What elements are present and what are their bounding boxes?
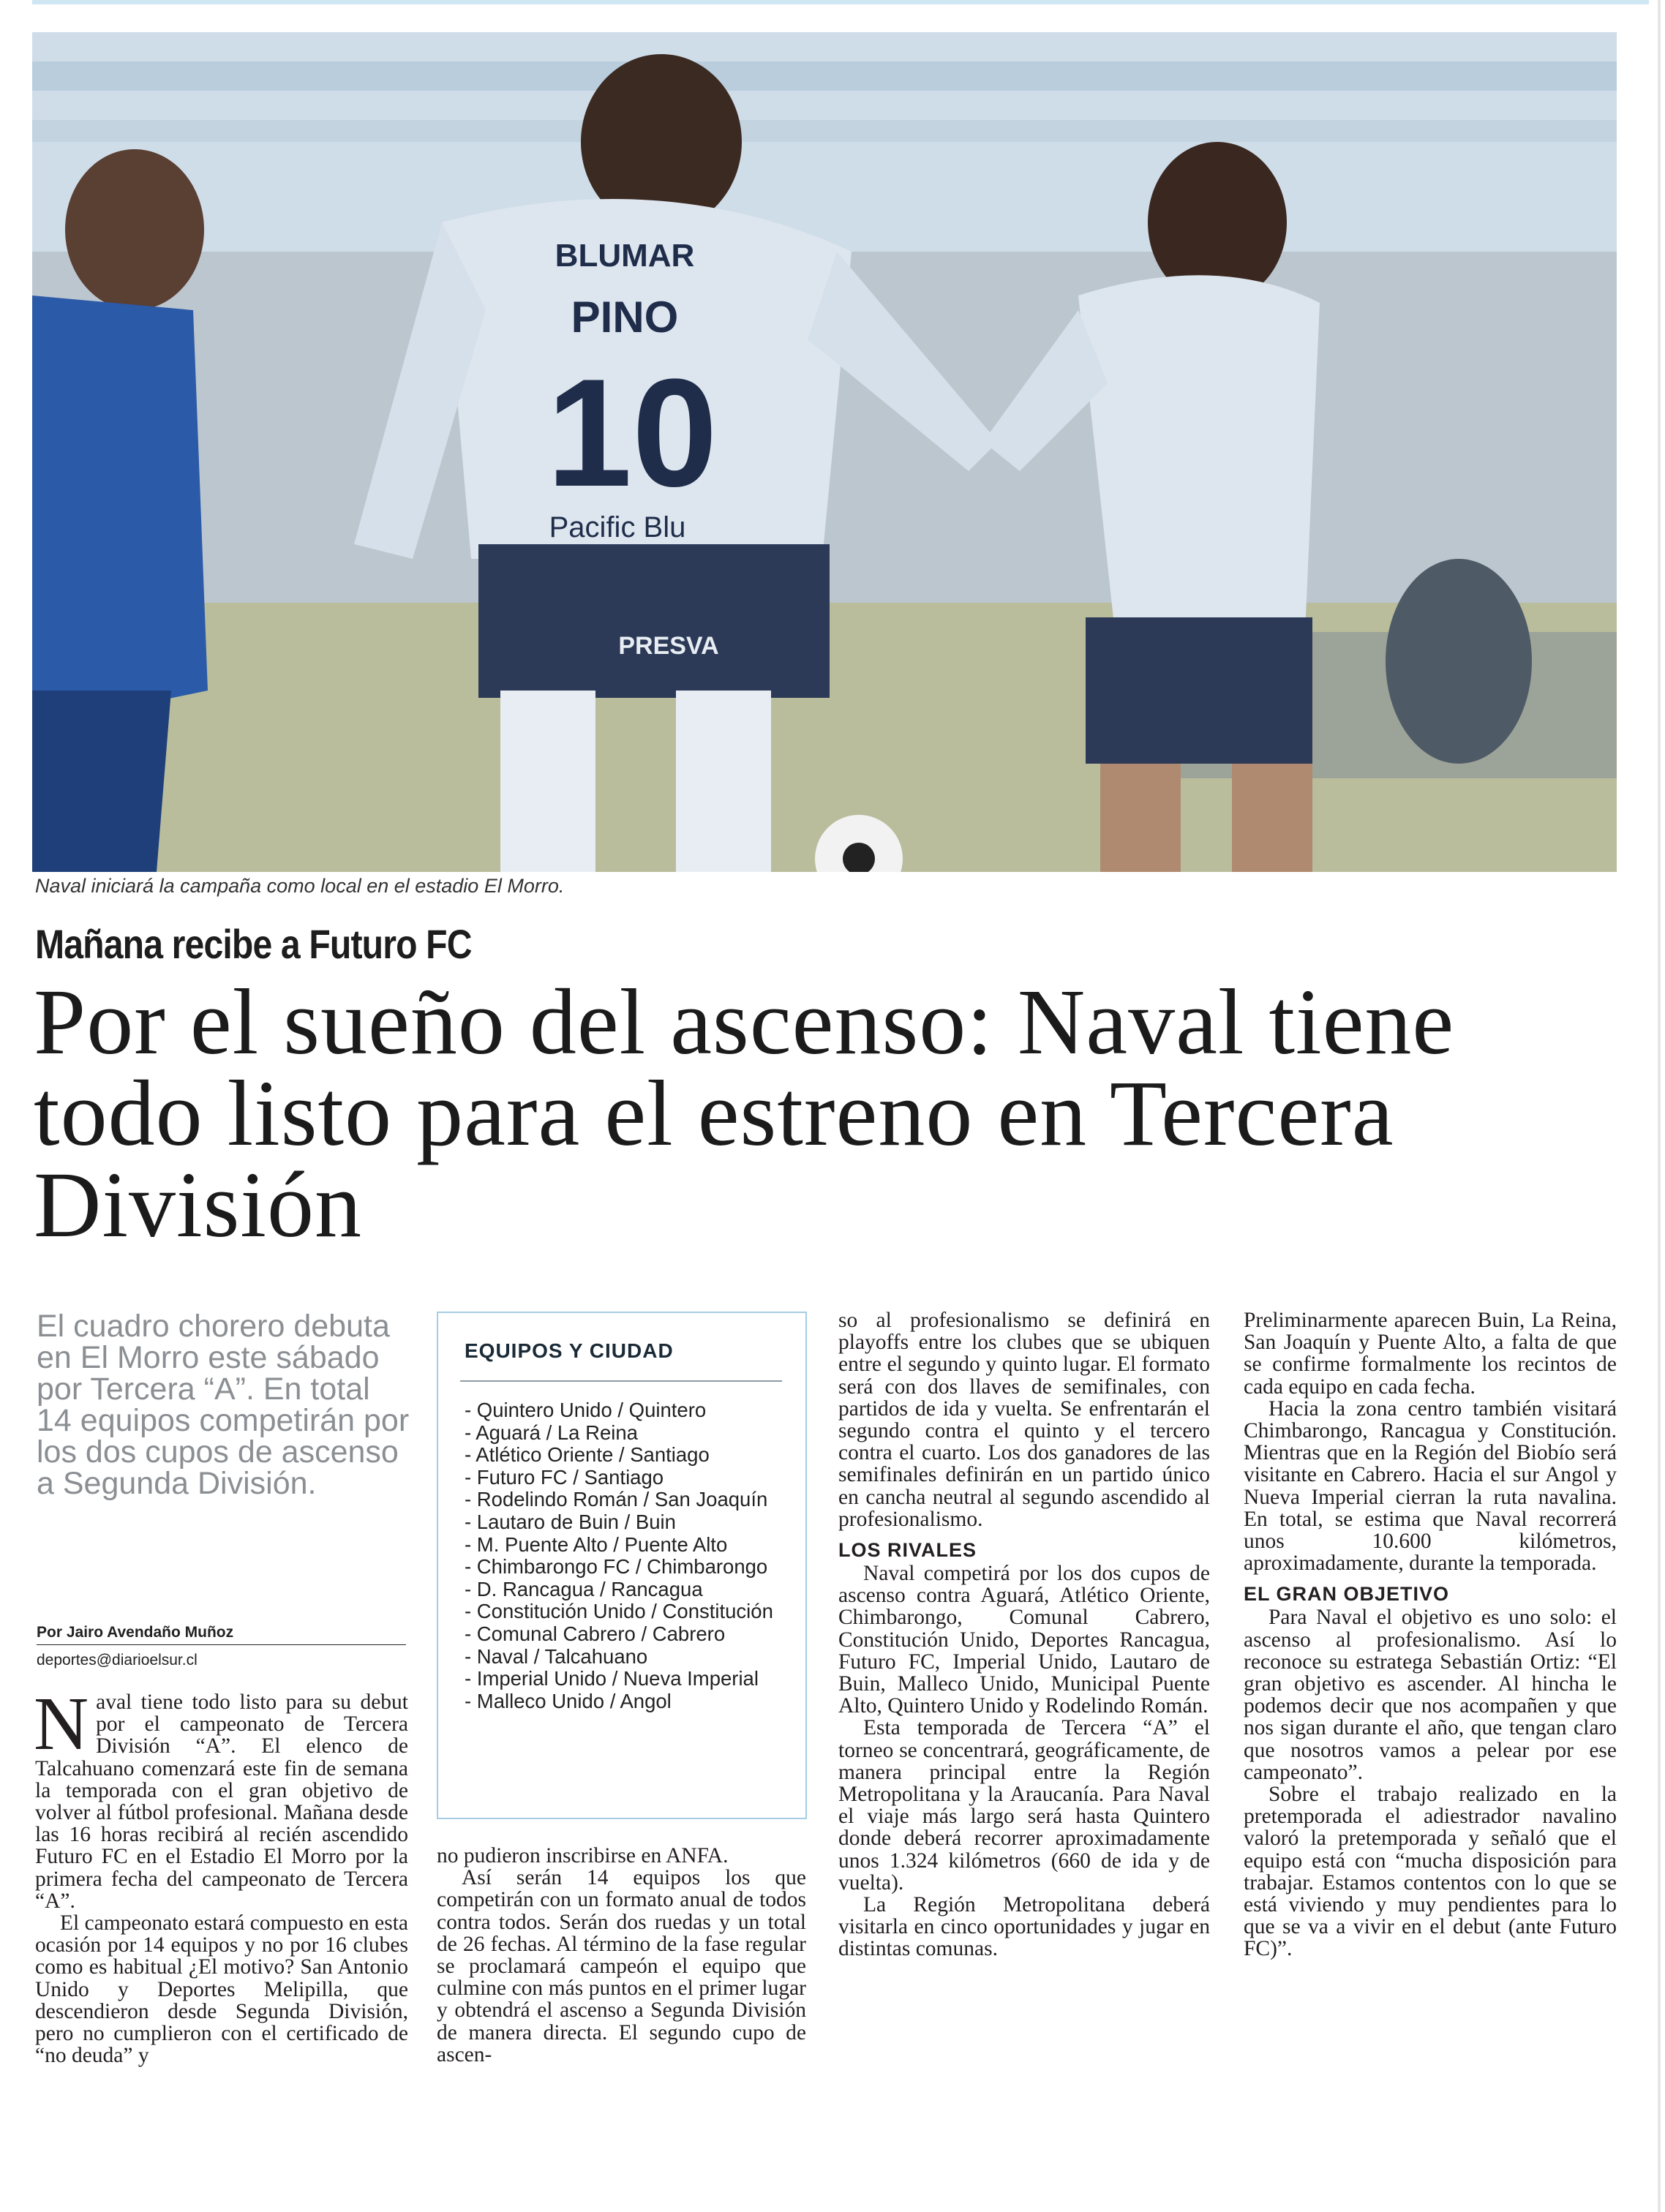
subheading-rivales: LOS RIVALES	[838, 1539, 977, 1562]
football-players-illustration	[32, 32, 1617, 872]
drop-cap: N	[34, 1682, 89, 1766]
body-column-2	[437, 1845, 806, 2066]
team-item: - M. Puente Alto / Puente Alto	[465, 1532, 728, 1556]
team-item: - Comunal Cabrero / Cabrero	[465, 1622, 726, 1645]
team-item: - Chimbarongo FC / Chimbarongo	[465, 1555, 768, 1579]
team-item: - Atlético Oriente / Santiago	[465, 1443, 710, 1467]
svg-text:10: 10	[546, 347, 718, 519]
svg-text:Pacific Blu: Pacific Blu	[549, 511, 686, 543]
team-item: - D. Rancagua / Rancagua	[465, 1577, 703, 1600]
deck: El cuadro chorero debuta en El Morro este sábado por Tercera “A”. En total 14 equipos competirán por los dos cupos de ascenso a Segunda División.	[37, 1309, 410, 1501]
team-item: - Quintero Unido / Quintero	[465, 1399, 707, 1421]
top-rule	[32, 0, 1649, 4]
team-item: - Lautaro de Buin / Buin	[465, 1510, 676, 1533]
team-item: - Malleco Unido / Angol	[465, 1689, 672, 1712]
article-photo	[32, 32, 1617, 872]
body-paragraph: Naval competirá por los dos cupos de ascenso contra Aguará, Atlético Oriente, Chimbarongo, Comunal Cabrero, Constitución Unido, Deportes Rancagua, Futuro FC, Imperial Unido, Lautaro de Buin, Malleco Unido, Municipal Puente Alto, Quintero Unido y Rodelindo Román.	[838, 1562, 1210, 1718]
body-paragraph: Preliminarmente aparecen Buin, La Reina, San Joaquín y Puente Alto, a falta de que se confirme formalmente los recintos de cada equipo en cada fecha.	[1244, 1309, 1617, 1399]
body-paragraph: Para Naval el objetivo es uno solo: el ascenso al profesionalismo. Así lo reconoce su estratega Sebastián Ortiz: “El gran objetivo es ascender. Al hincha le podemos decir que nos acompañen y que nos sigan durante el año, que tengan claro que nosotros vamos a pelear por ese campeonato”.	[1244, 1606, 1617, 1784]
author-email[interactable]: deportes@diarioelsur.cl	[37, 1652, 198, 1669]
svg-text:PINO: PINO	[571, 293, 679, 342]
body-paragraph: El campeonato estará compuesto en esta ocasión por 14 equipos y no por 16 clubes como es habitual ¿El motivo? San Antonio Unido y Deportes Melipilla, que descendieron desde Segunda División, pero no cumplieron con el certificado de “no deuda” y	[35, 1911, 408, 2068]
box-divider	[460, 1380, 782, 1382]
subheading-objetivo: EL GRAN OBJETIVO	[1244, 1583, 1450, 1606]
body-paragraph: so al profesionalismo se definirá en playoffs entre los clubes que se ubiquen entre el segundo y quinto lugar. El formato será con dos llaves de semifinales, con partidos de ida y vuelta. Se enfrentarán el segundo contra el quinto y el tercero contra el cuarto. Los dos ganadores de las semifinales definirán en un partido único en cancha neutral al segundo ascendido al profesionalismo.	[838, 1309, 1210, 1531]
team-item: - Naval / Talcahuano	[465, 1644, 648, 1668]
body-paragraph: Naval tiene todo listo para su debut por el campeonato de Tercera División “A”. El elenco de Talcahuano comenzará este fin de semana la temporada con el gran objetivo de volver al fútbol profesional. Mañana desde las 16 horas recibirá al recién ascendido Futuro FC en el Estadio El Morro por la primera fecha del campeonato de Tercera “A”.	[34, 1682, 408, 1913]
svg-text:BLUMAR: BLUMAR	[555, 238, 695, 274]
team-item: - Imperial Unido / Nueva Imperial	[465, 1667, 759, 1690]
byline: Por Jairo Avendaño Muñoz	[37, 1624, 406, 1645]
body-paragraph: no pudieron inscribirse en ANFA.	[437, 1844, 729, 1867]
body-column-3	[838, 1309, 1210, 1960]
team-item: - Constitución Unido / Constitución	[465, 1600, 773, 1623]
team-item: - Aguará / La Reina	[465, 1421, 638, 1444]
body-paragraph: Esta temporada de Tercera “A” el torneo se concentrará, geográficamente, de manera principal entre la Región Metropolitana y la Araucanía. Para Naval el viaje más largo será hasta Quintero donde deberá recorrer aproximadamente unos 1.324 kilómetros (660 de ida y de vuelta).	[838, 1716, 1210, 1895]
body-paragraph: Hacia la zona centro también visitará Chimbarongo, Rancagua y Constitución. Mientras que en la Región del Biobío será visitante en Cabrero. Hacia el sur Angol y Nueva Imperial cierran la ruta navalina. En total, se estima que Naval recorrerá unos 10.600 kilómetros, aproximadamente, durante la temporada.	[1244, 1396, 1617, 1576]
teams-sidebar-box	[437, 1312, 807, 1819]
body-paragraph: La Región Metropolitana deberá visitarla en cinco oportunidades y jugar en distintas comunas.	[838, 1893, 1210, 1961]
photo-caption: Naval iniciará la campaña como local en el estadio El Morro.	[35, 875, 565, 897]
body-column-4	[1244, 1309, 1617, 1960]
kicker: Mañana recibe a Futuro FC	[35, 921, 472, 967]
headline: Por el sueño del ascenso: Naval tiene todo listo para el estreno en Tercera División	[34, 970, 1455, 1257]
body-paragraph: Sobre el trabajo realizado en la pretemporada el adiestrador navalino valoró la pretemporada y señaló que el equipo está con “mucha disposición para trabajar. Estamos contentos con lo que se está viviendo y muy pendientes para lo que se va a vivir en el debut (ante Futuro FC)”.	[1244, 1783, 1617, 1961]
teams-list	[465, 1399, 781, 1712]
box-title: EQUIPOS Y CIUDAD	[465, 1339, 674, 1362]
team-item: - Rodelindo Román / San Joaquín	[465, 1488, 768, 1511]
svg-text:PRESVA: PRESVA	[618, 632, 719, 660]
body-column-1	[34, 1682, 408, 2068]
team-item: - Futuro FC / Santiago	[465, 1465, 664, 1489]
body-paragraph: Así serán 14 equipos los que competirán con un formato anual de todos contra todos. Serán dos ruedas y un total de 26 fechas. Al término de la fase regular se proclamará campeón el equipo que culmine con más puntos en el primer lugar y obtendrá el ascenso a Segunda División de manera directa. El segundo cupo de ascen-	[437, 1866, 806, 2066]
page-edge	[1658, 0, 1661, 2212]
